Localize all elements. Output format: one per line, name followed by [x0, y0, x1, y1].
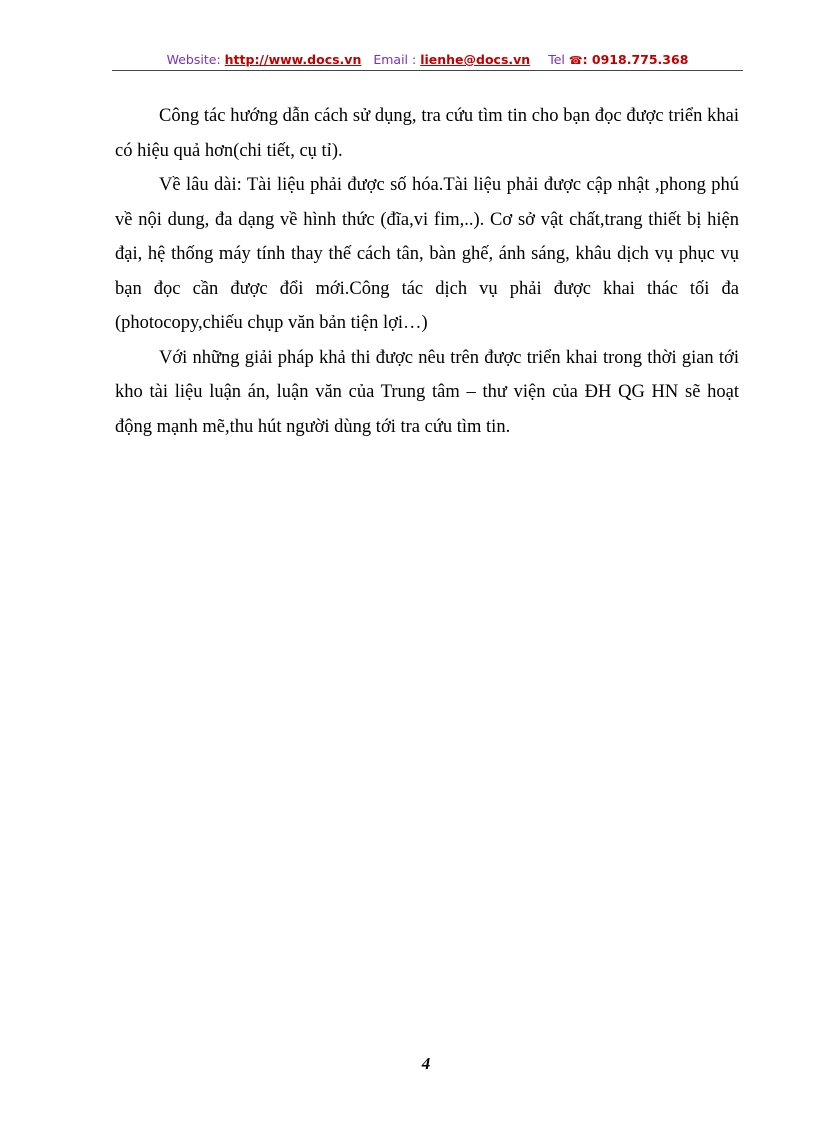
email-link[interactable]: lienhe@docs.vn: [420, 52, 531, 67]
tel-label: Tel: [548, 52, 565, 67]
phone-icon: ☎: [568, 54, 583, 67]
website-label: Website:: [166, 52, 221, 67]
tel-value: : 0918.775.368: [582, 52, 689, 67]
paragraph-guidance: Công tác hướng dẫn cách sử dụng, tra cứu tìm tin cho bạn đọc được triển khai có hiệu quả hơn(chi tiết, cụ tỉ).: [115, 106, 739, 161]
website-link[interactable]: http://www.docs.vn: [224, 52, 362, 67]
page-number: 4: [421, 1054, 431, 1073]
email-label: Email :: [373, 52, 417, 67]
page-header: [112, 51, 743, 71]
paragraph-long-term: Về lâu dài: Tài liệu phải được số hóa.Tài liệu phải được cập nhật ,phong phú về nội dung, đa dạng về hình thức (đĩa,vi fim,..). Cơ sở vật chất,trang thiết bị hiện đại, hệ thống máy tính thay thế cách tân, bàn ghế, ánh sáng, khâu dịch vụ phục vụ bạn đọc cần được đổi mới.Công tác dịch vụ phải được khai thác tối đa (photocopy,chiếu chụp văn bản tiện lợi…): [115, 175, 739, 333]
document-body: [115, 99, 739, 444]
header-divider: [112, 70, 743, 71]
paragraph-conclusion: Với những giải pháp khả thi được nêu trên được triển khai trong thời gian tới kho tài liệu luận án, luận văn của Trung tâm – thư viện của ĐH QG HN sẽ hoạt động mạnh mẽ,thu hút người dùng tới tra cứu tìm tin.: [115, 347, 739, 437]
